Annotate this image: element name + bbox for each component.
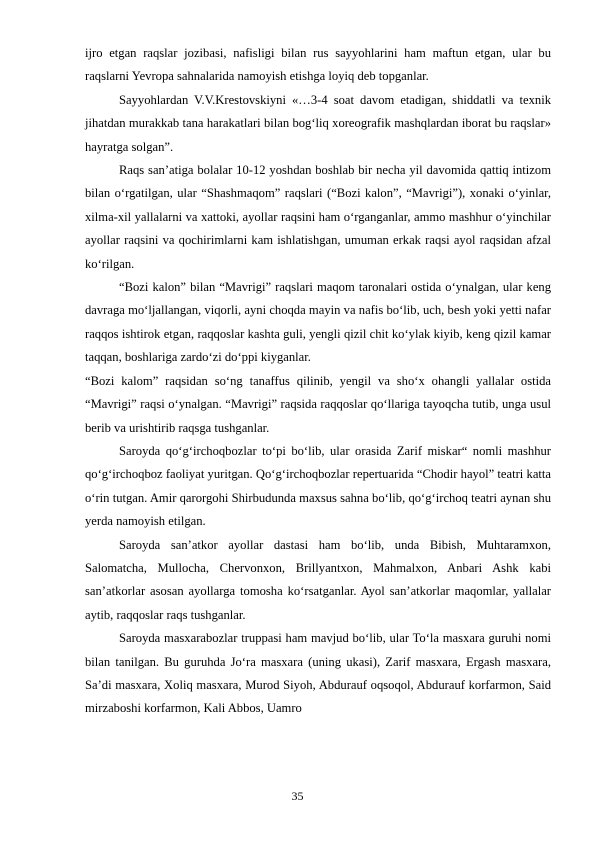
paragraph-1: ijro etgan raqslar jozibasi, nafisligi bilan rus sayyohlarini ham maftun etgan, ular bu raqslarni Yevropa sahnalarida namoyish etishga loyiq deb topganlar. <box>85 46 551 84</box>
page-number: 35 <box>291 789 304 803</box>
paragraph-7: Saroyda san’atkor ayollar dastasi ham bo‘lib, unda Bibish, Muhtaramxon, Salomatcha, Mullocha, Chervonxon, Brillyantxon, Mahmalxon, Anbari Ashk kabi san’atkorlar asosan ayollarga tomosha ko‘rsatganlar. Ayol san’atkorlar maqomlar, yallalar aytib, raqqoslar raqs tushganlar. <box>85 537 551 622</box>
paragraph-5: “Bozi kalom” raqsidan so‘ng tanaffus qilinib, yengil va sho‘x ohangli yallalar ostida “Mavrigi” raqsi o‘ynalgan. “Mavrigi” raqsida raqqoslar qo‘llariga tayoqcha tutib, unga usul berib va urishtirib raqsga tushganlar. <box>85 373 551 435</box>
paragraph-3: Raqs san’atiga bolalar 10-12 yoshdan boshlab bir necha yil davomida qattiq intizom bilan o‘rgatilgan, ular “Shashmaqom” raqslari (“Bozi kalon”, “Mavrigi”), xonaki o‘yinlar, xilma-xil yallalarni va xattoki, ayollar raqsini ham o‘rganganlar, ammo mashhur o‘yinchilar ayollar raqsini va qochirimlarni kam ishlatishgan, umuman erkak raqsi ayol raqsidan afzal ko‘rilgan. <box>85 163 551 271</box>
paragraph-4: “Bozi kalon” bilan “Mavrigi” raqslari maqom taronalari ostida o‘ynalgan, ular keng davraga mo‘ljallangan, viqorli, ayni choqda mayin va nafis bo‘lib, uch, besh yoki yetti nafar raqqos ishtirok etgan, raqqoslar kashta guli, yengli qizil chit ko‘ylak kiyib, keng qizil kamar taqqan, boshlariga zardo‘zi do‘ppi kiyganlar. <box>85 280 551 365</box>
paragraph-6: Saroyda qo‘g‘irchoqbozlar to‘pi bo‘lib, ular orasida Zarif miskar“ nomli mashhur qo‘g‘irchoqboz faoliyat yuritgan. Qo‘g‘irchoqbozlar repertuarida “Chodir hayol” teatri katta o‘rin tutgan. Amir qarorgohi Shirbudunda maxsus sahna bo‘lib, qo‘g‘irchoq teatri aynan shu yerda namoyish etilgan. <box>85 443 551 529</box>
paragraph-8: Saroyda masxarabozlar truppasi ham mavjud bo‘lib, ular To‘la masxara guruhi nomi bilan tanilgan. Bu guruhda Jo‘ra masxara (uning ukasi), Zarif masxara, Ergash masxara, Sa’di masxara, Xoliq masxara, Murod Siyoh, Abdurauf oqsoqol, Abdurauf korfarmon, Said mirzaboshi korfarmon, Kali Abbos, Uamro <box>85 631 551 716</box>
paragraph-2: Sayyohlardan V.V.Krestovskiyni «…3-4 soat davom etadigan, shiddatli va texnik jihatdan murakkab tana harakatlari bilan bog‘liq xoreografik mashqlardan iborat bu raqslar» hayratga solgan”. <box>85 92 551 154</box>
body-text <box>85 42 551 721</box>
